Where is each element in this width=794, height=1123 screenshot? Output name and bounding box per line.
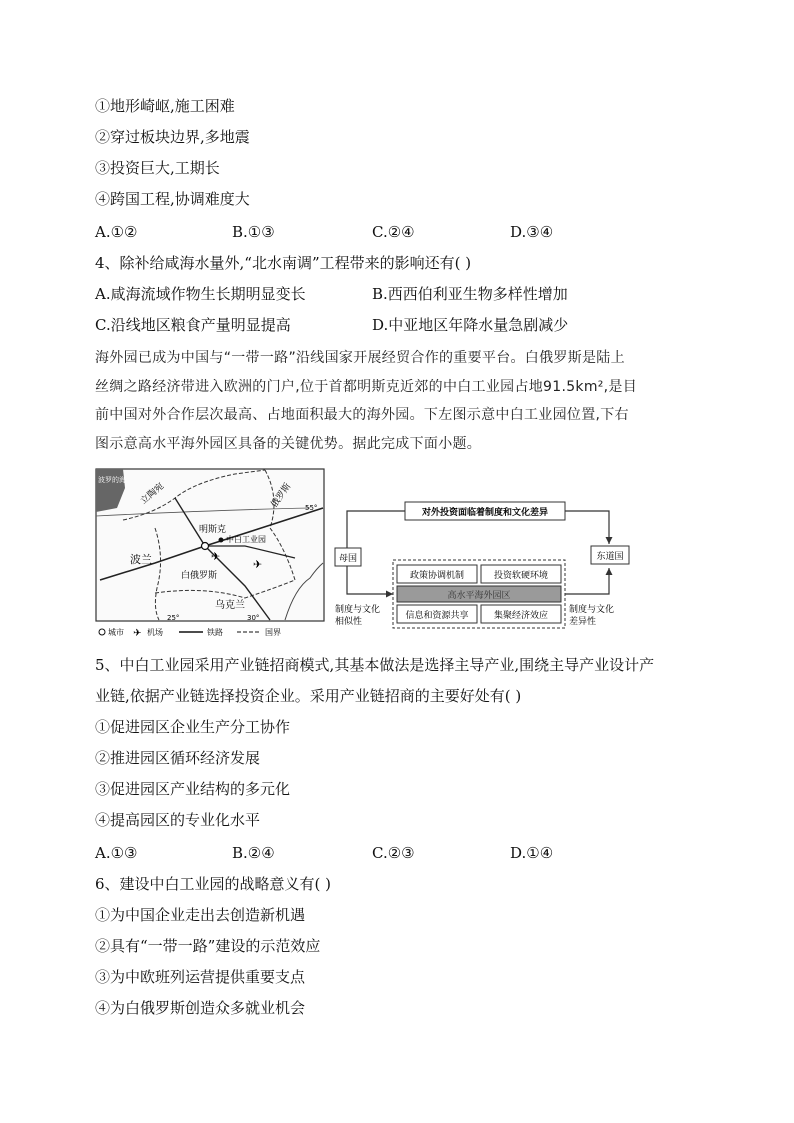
label-lon30: 30° [247, 614, 260, 622]
passage-line-1: 海外园已成为中国与“一带一路”沿线国家开展经贸合作的重要平台。白俄罗斯是陆上 [95, 350, 625, 366]
map-svg [95, 468, 325, 638]
q5-option-b: B.②④ [232, 844, 275, 862]
passage-line-2: 丝绸之路经济带进入欧洲的门户,位于首都明斯克近郊的中白工业园占地91.5km²,是目 [95, 378, 638, 395]
arrow-top-host [565, 511, 609, 544]
passage-line-4: 图示意高水平海外园区具备的关键优势。据此完成下面小题。 [95, 435, 482, 452]
cell-info-text: 信息和资源共享 [405, 611, 469, 621]
legend-airport-icon: ✈ [133, 628, 142, 638]
cell-environment-text: 投资软硬环境 [493, 571, 549, 581]
q5-item-3: ③促进园区产业结构的多元化 [95, 780, 291, 798]
q6-item-4: ④为白俄罗斯创造众多就业机会 [95, 999, 306, 1017]
q3-item-3: ③投资巨大,工期长 [95, 159, 220, 177]
q3-option-b: B.①③ [232, 223, 275, 241]
q6-item-1: ①为中国企业走出去创造新机遇 [95, 906, 306, 924]
q4-option-a: A.咸海流域作物生长期明显变长 [95, 285, 306, 303]
q5-option-a: A.①③ [95, 844, 138, 862]
legend-city: 城市 [108, 628, 124, 637]
q5-option-d: D.①④ [510, 844, 554, 862]
passage [95, 344, 695, 458]
arrow-grid-host [565, 568, 609, 594]
label-russia: 俄罗斯 [269, 481, 294, 510]
arrow-home-top [347, 511, 405, 548]
q5-stem-line-1: 5、中白工业园采用产业链招商模式,其基本做法是选择主导产业,围绕主导产业设计产 [95, 656, 655, 674]
label-lon25: 25° [167, 614, 180, 622]
cell-center-text: 高水平海外园区 [447, 591, 511, 601]
label-belarus: 白俄罗斯 [181, 571, 218, 581]
q3-item-1: ①地形崎岖,施工困难 [95, 97, 235, 115]
q3-item-4: ④跨国工程,协调难度大 [95, 190, 250, 208]
q4-stem: 4、除补给咸海水量外,“北水南调”工程带来的影响还有( ) [95, 254, 472, 272]
diagram-svg [333, 468, 633, 638]
q3-option-d: D.③④ [510, 223, 554, 241]
legend-rail: 铁路 [207, 628, 223, 637]
park-point [219, 538, 224, 543]
q5-option-c: C.②③ [372, 844, 415, 862]
q6-item-2: ②具有“一带一路”建设的示范效应 [95, 937, 321, 955]
legend-border: 国界 [265, 628, 281, 637]
q3-option-a: A.①② [95, 223, 138, 241]
right-note-2: 差异性 [569, 617, 597, 627]
airport-icon-2: ✈ [253, 558, 263, 571]
left-note-1: 制度与文化 [335, 605, 381, 615]
q4-option-b: B.西西伯利亚生物多样性增加 [372, 285, 568, 303]
top-box-text: 对外投资面临着制度和文化差异 [421, 508, 549, 518]
host-text: 东道国 [596, 552, 624, 562]
q5-item-2: ②推进园区循环经济发展 [95, 749, 261, 767]
advantage-diagram [333, 468, 633, 638]
q6-stem: 6、建设中白工业园的战略意义有( ) [95, 875, 332, 893]
label-park: 中白工业园 [226, 535, 266, 544]
q5-stem-line-2: 业链,依据产业链选择投资企业。采用产业链招商的主要好处有( ) [95, 687, 522, 705]
q3-option-c: C.②④ [372, 223, 415, 241]
q4-option-c: C.沿线地区粮食产量明显提高 [95, 316, 291, 334]
legend-city-icon [99, 629, 105, 635]
home-text: 母国 [338, 554, 358, 564]
label-lat55: 55° [305, 504, 318, 512]
right-note-1: 制度与文化 [569, 605, 615, 615]
label-minsk: 明斯克 [199, 525, 227, 535]
minsk-city [202, 543, 209, 550]
q3-item-2: ②穿过板块边界,多地震 [95, 128, 250, 146]
label-ukraine: 乌克兰 [215, 600, 245, 611]
cell-policy-text: 政策协调机制 [409, 571, 465, 581]
label-baltic: 波罗的海 [98, 476, 126, 484]
arrow-home-grid [347, 566, 393, 594]
label-poland: 波兰 [130, 553, 152, 566]
q5-item-1: ①促进园区企业生产分工协作 [95, 718, 291, 736]
label-lithuania: 立陶宛 [138, 481, 167, 507]
location-map [95, 468, 325, 638]
cell-cluster-text: 集聚经济效应 [493, 611, 549, 621]
q4-option-d: D.中亚地区年降水量急剧减少 [372, 316, 569, 334]
q5-item-4: ④提高园区的专业化水平 [95, 811, 261, 829]
left-note-2: 相似性 [335, 617, 363, 627]
legend-airport: 机场 [147, 628, 163, 637]
airport-icon-1: ✈ [211, 550, 221, 563]
passage-line-3: 前中国对外合作层次最高、占地面积最大的海外园。下左图示意中白工业园位置,下右 [95, 407, 629, 423]
q6-item-3: ③为中欧班列运营提供重要支点 [95, 968, 306, 986]
